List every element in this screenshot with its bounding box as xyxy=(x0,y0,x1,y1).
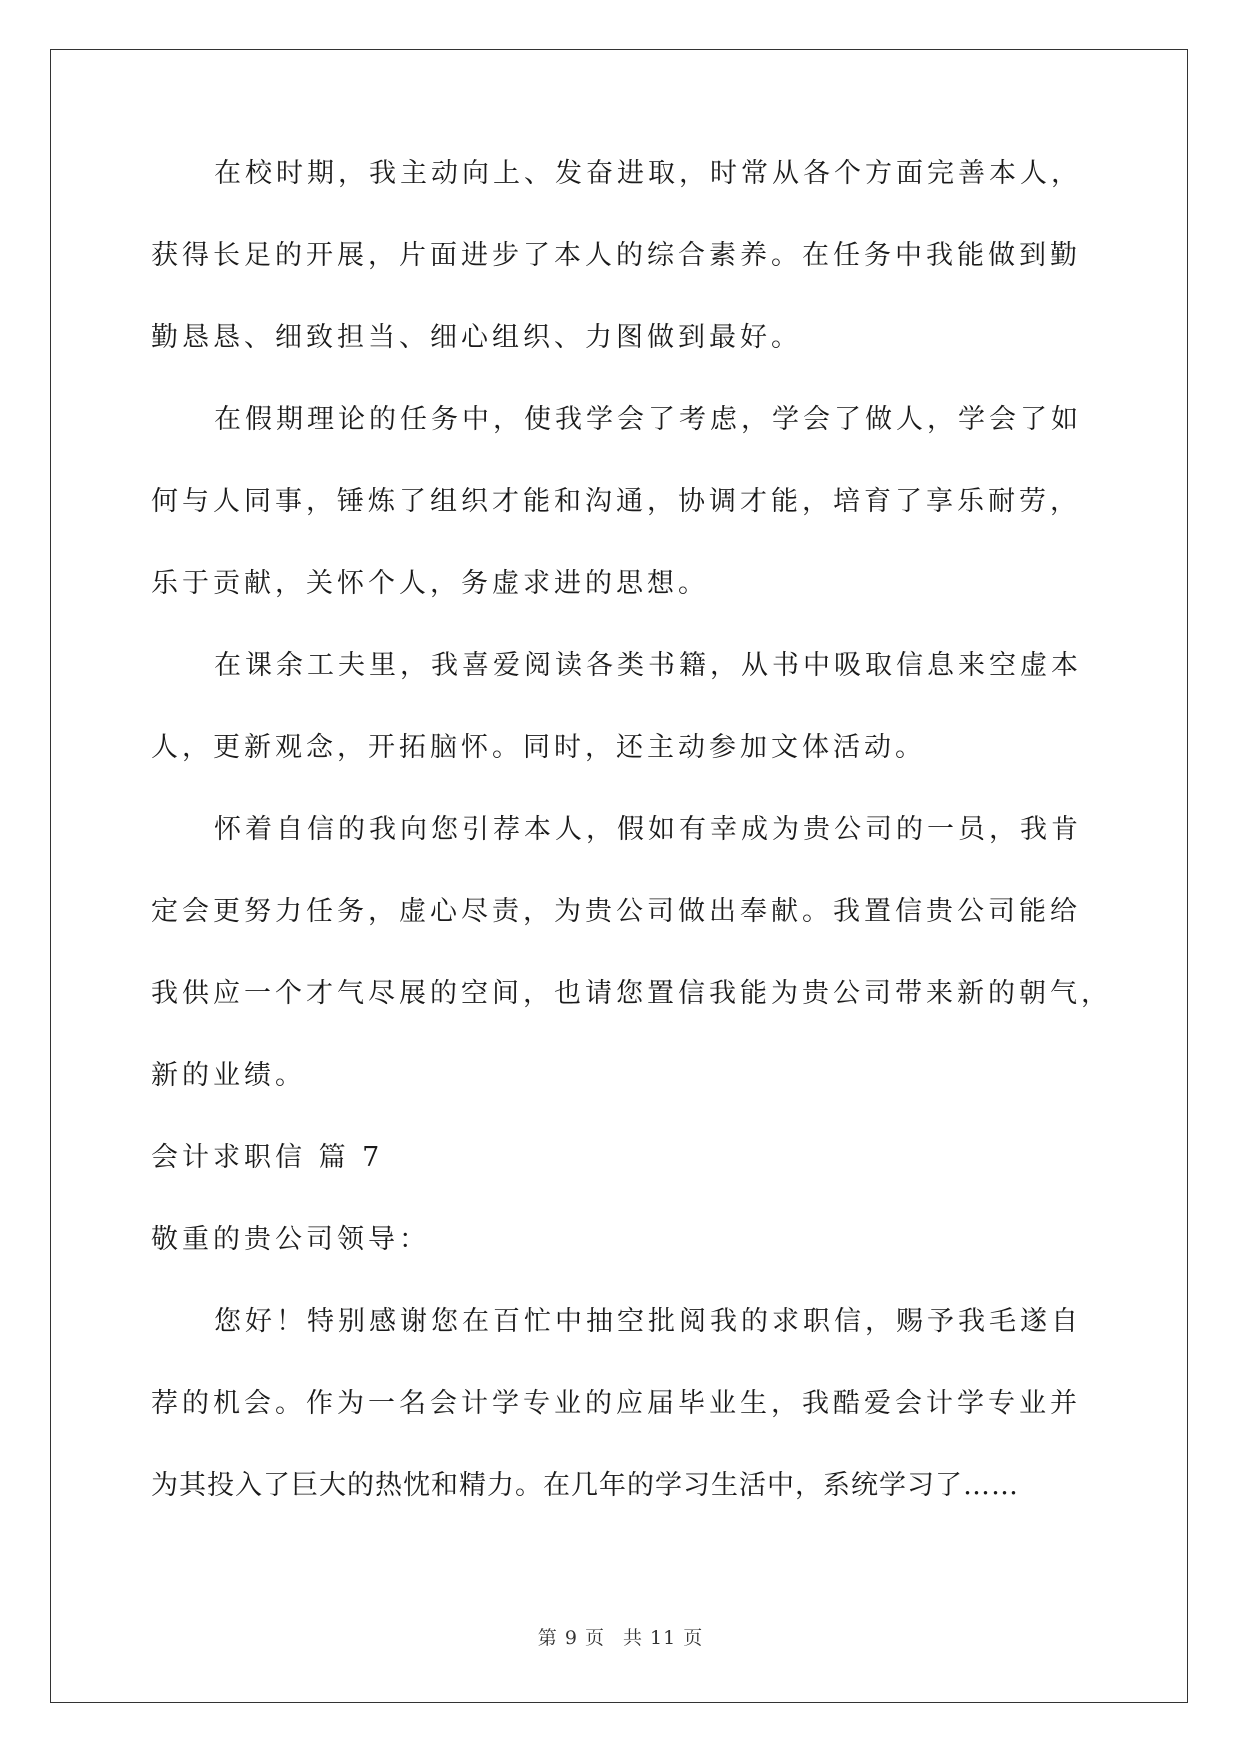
paragraph-line: 勤恳恳、细致担当、细心组织、力图做到最好。 xyxy=(151,322,802,353)
page-total: 共 11 页 xyxy=(622,1627,704,1649)
paragraph-line: 新的业绩。 xyxy=(151,1060,306,1091)
paragraph-line: 为其投入了巨大的热忱和精力。在几年的学习生活中，系统学习了…… xyxy=(151,1470,1019,1501)
page-number: 第 9 页 xyxy=(537,1627,605,1649)
document-body xyxy=(151,158,1112,1501)
paragraph-line: 在课余工夫里，我喜爱阅读各类书籍，从书中吸取信息来空虚本 xyxy=(214,650,1082,681)
paragraph-line: 怀着自信的我向您引荐本人，假如有幸成为贵公司的一员，我肯 xyxy=(214,814,1082,845)
section-heading: 会计求职信 篇 7 xyxy=(151,1142,384,1173)
paragraph-line: 获得长足的开展，片面进步了本人的综合素养。在任务中我能做到勤 xyxy=(151,240,1081,271)
paragraph-line: 定会更努力任务，虚心尽责，为贵公司做出奉献。我置信贵公司能给 xyxy=(151,896,1081,927)
salutation: 敬重的贵公司领导： xyxy=(151,1224,430,1255)
paragraph-line: 荐的机会。作为一名会计学专业的应届毕业生，我酷爱会计学专业并 xyxy=(151,1388,1081,1419)
paragraph-line: 我供应一个才气尽展的空间，也请您置信我能为贵公司带来新的朝气， xyxy=(151,978,1112,1009)
paragraph-line: 人，更新观念，开拓脑怀。同时，还主动参加文体活动。 xyxy=(151,732,926,763)
paragraph-line: 您好！特别感谢您在百忙中抽空批阅我的求职信，赐予我毛遂自 xyxy=(214,1306,1082,1337)
paragraph-line: 在假期理论的任务中，使我学会了考虑，学会了做人，学会了如 xyxy=(214,404,1082,435)
paragraph-line: 何与人同事，锤炼了组织才能和沟通，协调才能，培育了享乐耐劳， xyxy=(151,486,1081,517)
paragraph-line: 在校时期，我主动向上、发奋进取，时常从各个方面完善本人， xyxy=(214,158,1082,189)
paragraph-line: 乐于贡献，关怀个人，务虚求进的思想。 xyxy=(151,568,709,599)
page-footer xyxy=(0,1623,1241,1650)
